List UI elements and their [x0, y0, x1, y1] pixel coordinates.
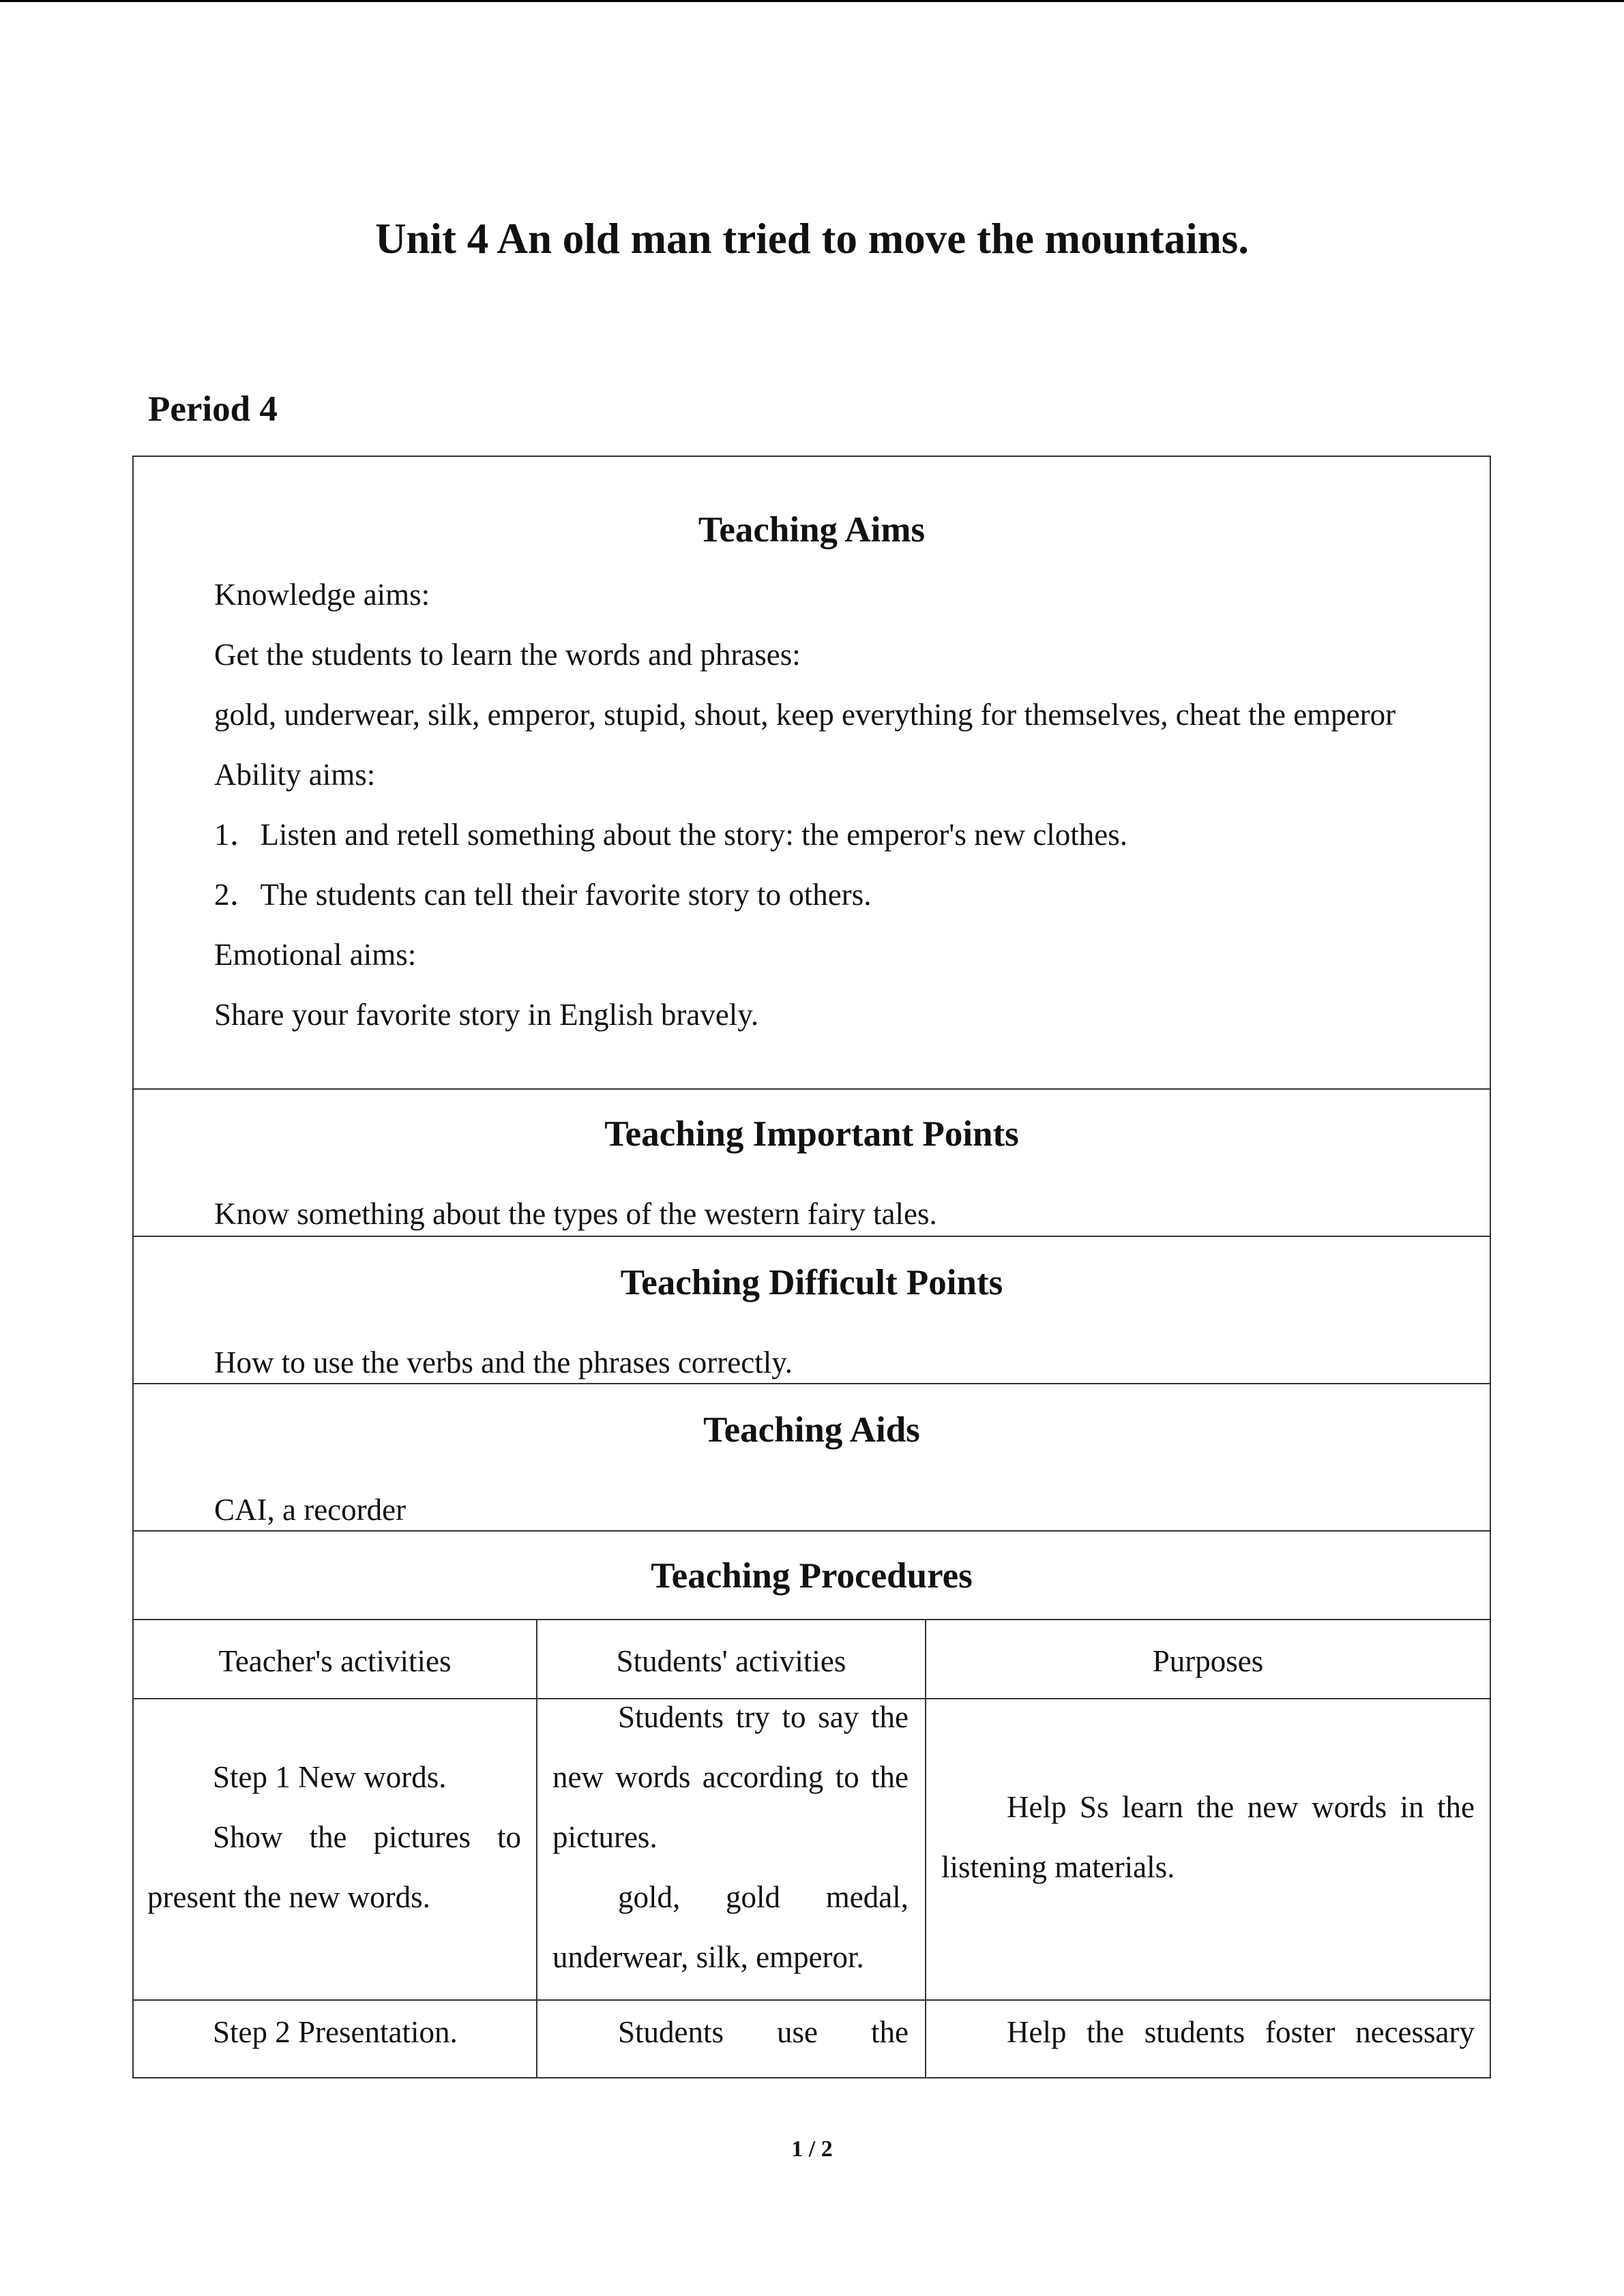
section-text: CAI, a recorder — [214, 1493, 407, 1527]
section-heading: Teaching Aims — [698, 510, 926, 550]
cell-paragraph: Show the pictures to present the new words. — [147, 1820, 521, 1914]
aims-line: Get the students to learn the words and phrases: — [214, 638, 801, 672]
aims-line: Knowledge aims: — [214, 578, 430, 612]
column-header-label: Purposes — [1152, 1644, 1264, 1678]
teacher-activities-cell — [147, 2002, 521, 2062]
teacher-activities-cell — [147, 1747, 521, 1927]
column-header — [134, 1620, 536, 1698]
aims-line: Share your favorite story in English bravely. — [214, 998, 759, 1032]
column-header — [537, 1620, 925, 1698]
cell-paragraph: Students use the — [618, 2015, 909, 2049]
column-header-label: Students' activities — [616, 1644, 846, 1678]
aims-line: 2．The students can tell their favorite story to others. — [214, 878, 872, 912]
row-divider — [134, 1999, 1490, 2001]
document-title: Unit 4 An old man tried to move the mountains. — [374, 215, 1250, 263]
students-activities-cell — [552, 2002, 909, 2062]
students-activities-cell — [552, 1687, 909, 1987]
cell-paragraph: Step 1 New words. — [213, 1760, 447, 1794]
section-heading: Teaching Aids — [703, 1410, 920, 1450]
cell-paragraph: Step 2 Presentation. — [213, 2015, 458, 2049]
important-points-section — [132, 1088, 1491, 1237]
cell-paragraph: Help the students foster necessary — [1007, 2015, 1475, 2049]
aims-line: Ability aims: — [214, 758, 376, 792]
page-number: 1 / 2 — [791, 2136, 833, 2162]
section-heading: Teaching Important Points — [604, 1114, 1019, 1154]
column-header — [926, 1620, 1490, 1698]
purposes-cell — [941, 2002, 1475, 2062]
section-heading: Teaching Difficult Points — [620, 1263, 1003, 1302]
procedures-section — [132, 1530, 1491, 1620]
purposes-cell — [941, 1777, 1475, 1897]
aims-line: gold, underwear, silk, emperor, stupid, shout, keep everything for themselves, cheat the emperor — [214, 698, 1396, 732]
aims-line: Emotional aims: — [214, 938, 417, 972]
procedures-table — [132, 1619, 1491, 2078]
cell-paragraph: gold, gold medal, underwear, silk, emperor. — [552, 1880, 909, 1974]
cell-paragraph: Students try to say the new words according to the pictures. — [552, 1700, 909, 1854]
top-border-line — [0, 0, 1624, 2]
section-text: Know something about the types of the western fairy tales. — [214, 1197, 937, 1231]
period-label: Period 4 — [148, 389, 278, 429]
column-header-label: Teacher's activities — [218, 1644, 452, 1678]
teaching-aims-section — [132, 456, 1491, 1090]
difficult-points-section — [132, 1236, 1491, 1384]
teaching-aids-section — [132, 1383, 1491, 1532]
section-heading: Teaching Procedures — [651, 1556, 973, 1596]
aims-line: 1．Listen and retell something about the story: the emperor's new clothes. — [214, 818, 1128, 852]
section-text: How to use the verbs and the phrases correctly. — [214, 1345, 793, 1380]
cell-paragraph: Help Ss learn the new words in the listening materials. — [941, 1790, 1475, 1884]
